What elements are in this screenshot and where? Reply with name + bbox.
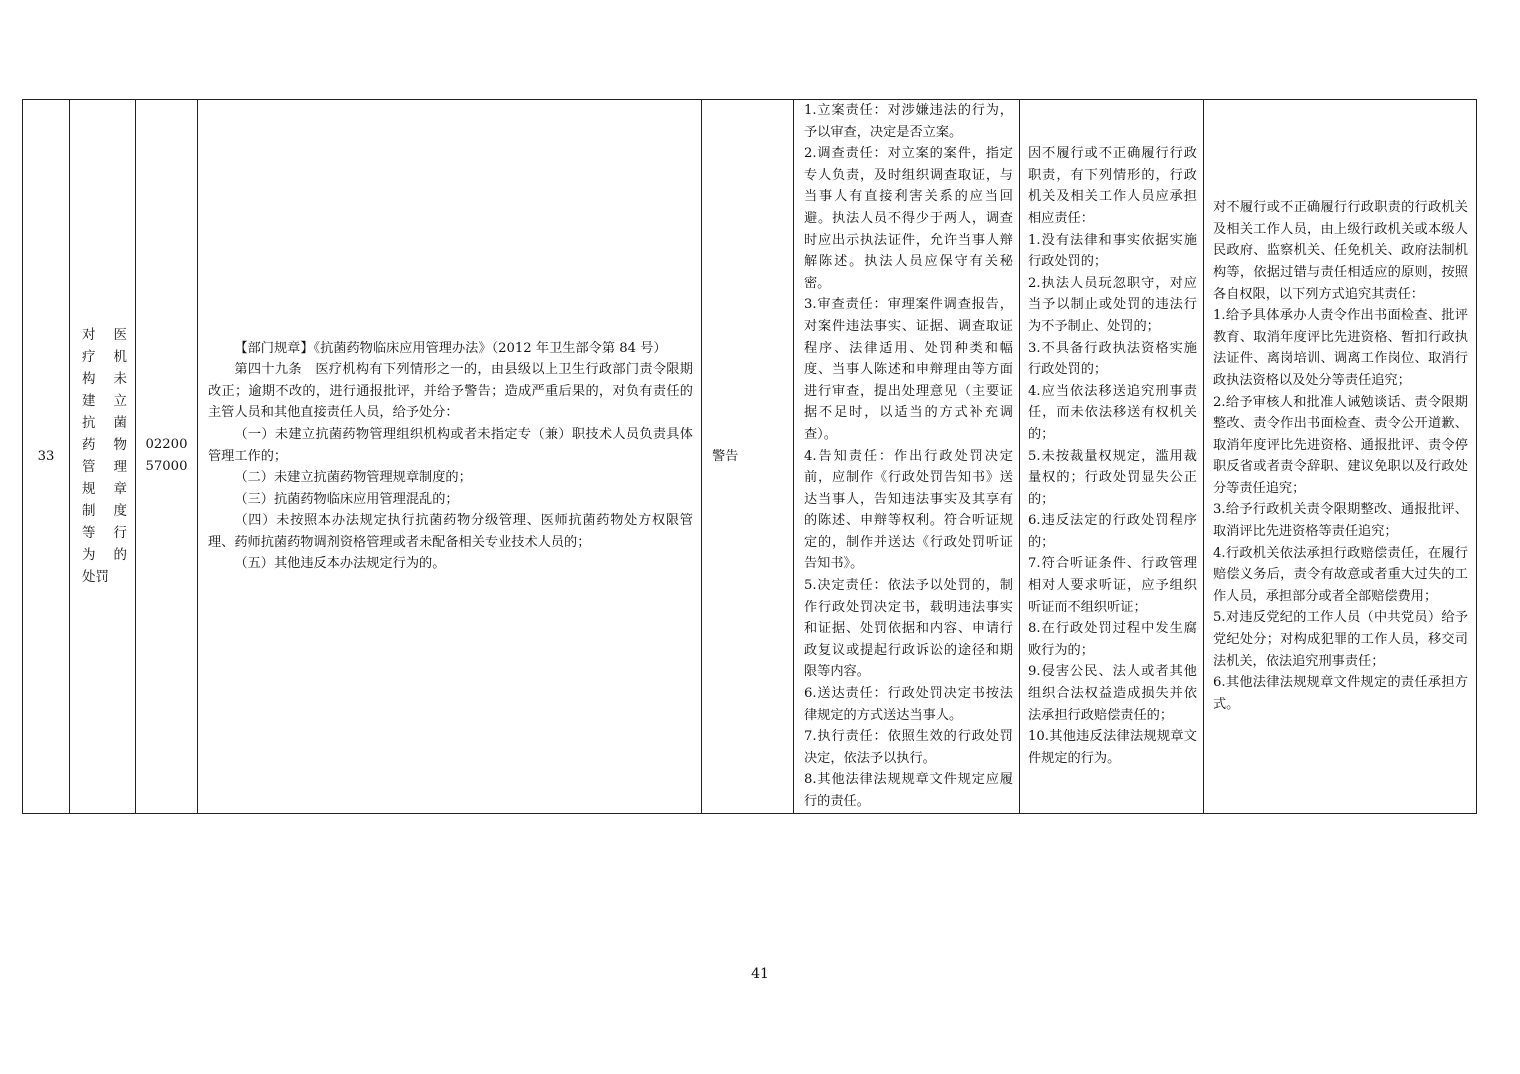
legal-basis-paragraph: 第四十九条 医疗机构有下列情形之一的，由县级以上卫生行政部门责令限期改正；逾期不改的，进行通报批评，并给予警告；造成严重后果的，对负有责任的主管人员和其他直接责任人员，给予处分： bbox=[208, 362, 693, 421]
row-number: 33 bbox=[37, 448, 55, 464]
situation-item: 因不履行或不正确履行行政职责，有下列情形的，行政机关及相关工作人员应承担相应责任： bbox=[1028, 146, 1197, 226]
situation-item: 4.应当依法移送追究刑事责任，而未依法移送有权机关的； bbox=[1028, 383, 1197, 442]
item-name-line: 抗 菌 bbox=[82, 415, 127, 432]
responsibility-item: 1.立案责任：对涉嫌违法的行为，予以审查，决定是否立案。 bbox=[804, 103, 1013, 140]
legal-basis-paragraph: （二）未建立抗菌药物管理规章制度的； bbox=[234, 470, 472, 486]
responsibility-item: 5.决定责任：依法予以处罚的，制作行政处罚决定书，载明违法事实和证据、处罚依据和内容、申请行政复议或提起行政诉讼的途径和期限等内容。 bbox=[804, 578, 1013, 680]
legal-basis-paragraph: （三）抗菌药物临床应用管理混乱的； bbox=[234, 491, 459, 507]
item-name-cell bbox=[70, 100, 136, 814]
item-name-line: 制 度 bbox=[82, 503, 127, 520]
penalty-type-cell bbox=[702, 100, 794, 814]
situation-item: 5.未按裁量权规定，滥用裁量权的；行政处罚显失公正的； bbox=[1028, 448, 1197, 507]
item-name-line: 对 医 bbox=[82, 327, 127, 344]
method-item: 6.其他法律法规规章文件规定的责任承担方式。 bbox=[1213, 675, 1468, 712]
item-name-line: 等 行 bbox=[82, 525, 127, 542]
situation-item: 2.执法人员玩忽职守，对应当予以制止或处罚的违法行为不予制止、处罚的； bbox=[1028, 275, 1197, 334]
item-code-line: 02200 bbox=[145, 437, 188, 453]
situation-item: 6.违反法定的行政处罚程序的； bbox=[1028, 513, 1197, 550]
method-item: 3.给予行政机关责令限期整改、通报批评、取消评比先进资格等责任追究； bbox=[1213, 502, 1468, 540]
legal-basis-paragraph: 【部门规章】《抗菌药物临床应用管理办法》（2012 年卫生部令第 84 号） bbox=[234, 340, 667, 356]
method-item: 4.行政机关依法承担行政赔偿责任，在履行赔偿义务后，责令有故意或者重大过失的工作人员，承担部分或者全部赔偿费用； bbox=[1213, 545, 1468, 604]
legal-basis-paragraph: （一）未建立抗菌药物管理组织机构或者未指定专（兼）职技术人员负责具体管理工作的； bbox=[208, 426, 693, 464]
situation-item: 1.没有法律和事实依据实施行政处罚的； bbox=[1028, 232, 1197, 270]
item-name-line: 建 立 bbox=[82, 393, 127, 410]
method-item: 对不履行或不正确履行行政职责的行政机关及相关工作人员，由上级行政机关或本级人民政府、监察机关、任免机关、政府法制机构等，依据过错与责任相适应的原则，按照各自权限，以下列方式追究其责任： bbox=[1213, 200, 1468, 302]
item-name-line: 药 物 bbox=[82, 437, 127, 454]
item-code-line: 57000 bbox=[145, 459, 188, 475]
accountability-methods-cell bbox=[1204, 100, 1477, 814]
item-name-line: 管 理 bbox=[82, 459, 127, 476]
method-item: 1.给予具体承办人责令作出书面检查、批评教育、取消年度评比先进资格、暂扣行政执法证件、离岗培训、调离工作岗位、取消行政执法资格以及处分等责任追究； bbox=[1213, 308, 1468, 388]
responsibility-item: 8.其他法律法规规章文件规定应履行的责任。 bbox=[804, 772, 1013, 809]
legal-basis-cell bbox=[198, 100, 702, 814]
item-name bbox=[70, 324, 135, 588]
responsibility-item: 7.执行责任：依照生效的行政处罚决定，依法予以执行。 bbox=[804, 729, 1013, 766]
method-item: 2.给予审核人和批准人诫勉谈话、责令限期整改、责令作出书面检查、责令公开道歉、取消年度评比先进资格、通报批评、责令停职反省或者责令辞职、建议免职以及行政处分等责任追究； bbox=[1213, 394, 1468, 496]
legal-basis bbox=[198, 338, 701, 576]
legal-basis-paragraph: （四）未按照本办法规定执行抗菌药物分级管理、医师抗菌药物处方权限管理、药师抗菌药物调剂资格管理或者未配备相关专业技术人员的； bbox=[208, 513, 693, 550]
accountability-methods bbox=[1204, 197, 1476, 715]
responsibility-item: 4.告知责任：作出行政处罚决定前，应制作《行政处罚告知书》送达当事人，告知违法事实及其享有的陈述、申辩等权利。符合听证规定的，制作并送达《行政处罚听证告知书》。 bbox=[804, 448, 1013, 572]
table-row bbox=[23, 100, 1477, 814]
responsibilities-cell bbox=[794, 100, 1020, 814]
item-code-cell bbox=[136, 100, 198, 814]
row-number-cell bbox=[23, 100, 70, 814]
responsibility-item: 6.送达责任：行政处罚决定书按法律规定的方式送达当事人。 bbox=[804, 686, 1013, 723]
item-name-line: 疗 机 bbox=[82, 349, 127, 366]
accountability-situations-cell bbox=[1020, 100, 1204, 814]
item-code bbox=[136, 434, 197, 478]
accountability-situations bbox=[1020, 143, 1203, 769]
method-item: 5.对违反党纪的工作人员（中共党员）给予党纪处分；对构成犯罪的工作人员，移交司法机关，依法追究刑事责任； bbox=[1213, 610, 1468, 669]
situation-item: 10.其他违反法律法规规章文件规定的行为。 bbox=[1028, 729, 1197, 766]
penalty-type: 警告 bbox=[712, 448, 739, 464]
situation-item: 9.侵害公民、法人或者其他组织合法权益造成损失并依法承担行政赔偿责任的； bbox=[1028, 664, 1197, 723]
situation-item: 7.符合听证条件、行政管理相对人要求听证，应予组织听证而不组织听证； bbox=[1028, 556, 1197, 615]
item-name-line: 处罚 bbox=[82, 569, 109, 586]
responsibility-item: 2.调查责任：对立案的案件，指定专人负责，及时组织调查取证，与当事人有直接利害关系的应当回避。执法人员不得少于两人，调查时应出示执法证件，允许当事人辩解陈述。执法人员应保守有关秘密。 bbox=[804, 146, 1013, 291]
item-name-line: 规 章 bbox=[82, 481, 127, 498]
item-name-line: 为 的 bbox=[82, 547, 127, 564]
page-number: 41 bbox=[751, 966, 769, 982]
situation-item: 8.在行政处罚过程中发生腐败行为的； bbox=[1028, 621, 1197, 658]
responsibility-item: 3.审查责任：审理案件调查报告，对案件违法事实、证据、调查取证程序、法律适用、处罚种类和幅度、当事人陈述和申辩理由等方面进行审查，提出处理意见（主要证据不足时，以适当的方式补充调查）。 bbox=[804, 297, 1013, 442]
power-list-table bbox=[22, 99, 1477, 814]
item-name-line: 构 未 bbox=[82, 371, 127, 388]
legal-basis-paragraph: （五）其他违反本办法规定行为的。 bbox=[234, 556, 446, 572]
responsibilities bbox=[794, 100, 1019, 813]
situation-item: 3.不具备行政执法资格实施行政处罚的； bbox=[1028, 340, 1197, 378]
